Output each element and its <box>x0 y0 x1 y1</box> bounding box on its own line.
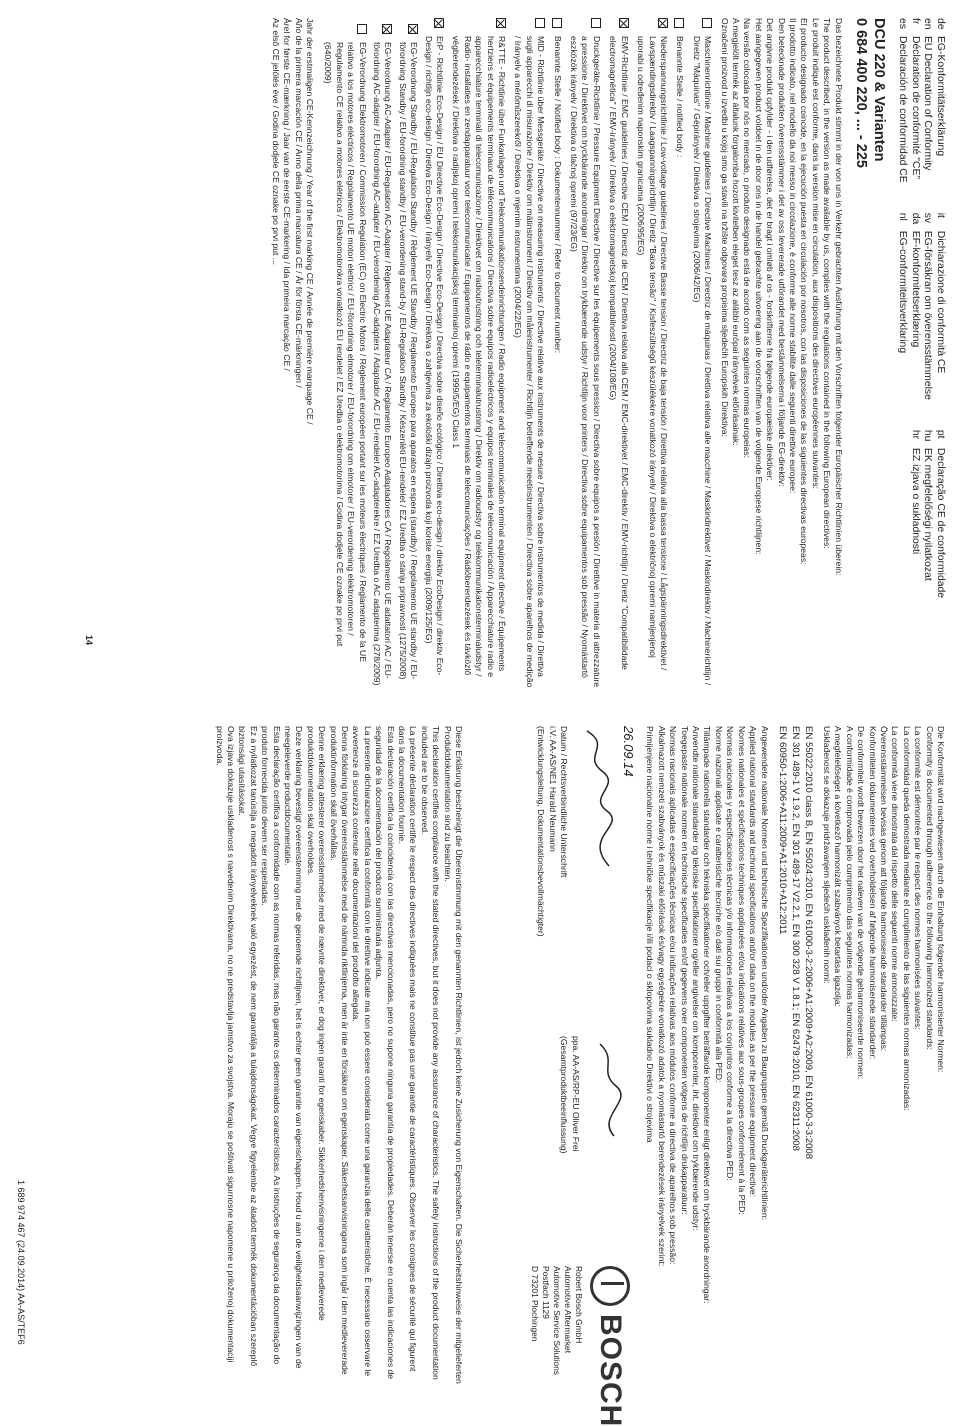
ce-year-line: Año de la primera marcación CE / Anno della prima marcatura CE / År för första CE-märkningen / <box>293 18 304 388</box>
directive-text: Druckgeräte-Richtlinie / Pressure Equipment Directive / Directive sur les équipements sous pression / Directiva sobre equipos a presión / Direttive in materia di attrezzature a pressione / Direktivet om tryckbärande anordningar / Direktiv om trykbærende udstyr / Richtlijn voor printers / Directiva sobre equipamentos sob pressão / Nyomástartó eszközök irányelv / Direktiva o tlačnoj opremi (97/23/EG) <box>569 36 602 688</box>
applied-paragraph: Normas nacionais aplicadas e especificações técnicas e/ou indicações relativas aos módulos conforme a directiva de aparelhos sob pressão: <box>668 726 679 1265</box>
handwritten-signature-2 <box>588 1036 628 1186</box>
applied-paragraph: Toegepaste nationale normen en technische specificaties en/of gegevens over componenten volgens de richtlijn drukapparatuur: <box>679 726 690 1215</box>
signer-right-role: (Gesamtproduktbeeinflussung) <box>559 1036 570 1154</box>
conformity-paragraph: De conformiteit wordt bewezen door het naleven van de volgende geharmoniseerde normen: <box>856 726 867 1080</box>
applied-paragraph: Alkalmazott nemzeti szabványok és műszaki előírások és/vagy egységekre vonatkozó adatok a nyomástartó berendezések irányelvek szerint: <box>656 726 667 1267</box>
conformity-paragraph: Överensstämmelsen bevisas genom att följande harmoniserade standarder tillämpas: <box>878 726 889 1052</box>
intro-paragraph: El producto designado coincide, en la ejecución puesta en circulación por nosotros, con las disposiciones de las siguientes directivas europeas: <box>799 18 810 565</box>
header-language-line: hrEZ izjava o sukladnosti <box>909 429 921 555</box>
directive-sub-item <box>371 24 394 688</box>
page-number: 14 <box>84 635 94 646</box>
standard-line: EN 60950-1:2006+A11:2009+A1:2010+A12:2011 <box>776 726 788 935</box>
closing-paragraph: Diese Erklärung bescheinigt die Übereinstimmung mit den genannten Richtlinien, ist jedoch keine Zusicherung von Eigenschaften. Die Sicherheitshinweise der mitgelieferten Produktdokumentation sind zu beachten. <box>442 726 465 1384</box>
directive-sub-item <box>322 24 368 688</box>
directive-item <box>607 18 630 688</box>
applied-paragraph: Applied national standards and technical specifications and/or data on the modules as per the pressure equipment directive: <box>748 726 759 1198</box>
sub-item-text: EG-Verordnung AC-Adapter / EU-Regulation AC-Adapter / Règlement UE Adaptateur CA / Reglamento Europeo Adaptadores CA / Regolamento UE adattatori AC / EU-förordning AC-adapter / EU-forordning AC-adapter / EU-verordening AC-adapters / Adaptador AC / EU-rendelet AC-adapterekre / EZ Uredba o AC adapterima (278/2009) <box>372 42 394 686</box>
checkbox-icon <box>408 24 418 34</box>
applied-paragraph: Tillämpade nationella standarder och tekniska specifikationer och/eller uppgifter beträffande komponenter enligt direktivet om tryckbärande anordningar: <box>702 726 713 1304</box>
directive-text: ErP - Richtlinie Eco-Design / EU Directive Eco-Design / Directive Eco-Design / Directiva sobre diseño ecológico / Direttiva eco-design / direktiv EcoDesign / direktiv Eco-Design / richtlijn eco-design / Diretiva Eco-Design / Irányelv Eco-Design / Direktiva o zahtjevima za ekološki dizajn proizvoda koji koriste energiju (2009/125/EG) <box>423 36 446 676</box>
header-language-line: huEK megfelelőségi nyilatkozat <box>922 429 934 581</box>
product-number: 0 684 400 220, ... - 225 <box>852 18 869 168</box>
directive-item <box>568 18 602 688</box>
applied-paragraph: Angewendete nationale Normen und technische Spezifikationen und/oder Angaben zu Baugruppen gemäß Druckgeräterichtlinien: <box>759 726 770 1220</box>
directive-text: Maschinenrichtlinie / Machine guidelines / Directive Machines / Directriz de máquinas / Direttiva relativa alle macchine / Maskindirektivet / Maskindirektiv / Machinerichtlijn / Diretiz "Máquinas" / Gépirányelv / Direktiva o strojevima (2006/42/EG) <box>691 36 714 686</box>
closing-paragraphs <box>213 726 464 1386</box>
header-language-line: ptDeclaração CE de conformidade <box>935 429 946 599</box>
brand-name: BOSCH <box>593 1314 627 1427</box>
address-line: Robert Bosch GmbH <box>574 1266 585 1344</box>
conformity-paragraphs <box>821 726 946 1386</box>
signature-left <box>535 726 637 976</box>
signature-date: 26.09.14 <box>621 726 637 777</box>
company-address <box>529 1266 584 1386</box>
address-line: Postfach 1129 <box>541 1266 552 1319</box>
header-language-line: esDeclaración de conformidad CE <box>897 18 909 183</box>
ce-year-line: Jahr der erstmaligen CE-Kennzeichnung / Year of the first marking CE / Année de première marquage CE / <box>304 18 315 425</box>
conformity-paragraph: Konformiteten dokumenteres ved overholdelsen af følgende harmoniserede standarder: <box>867 726 878 1060</box>
header-language-line: nlEG-conformiteitsverklaring <box>897 212 909 354</box>
header-language-line: daEF-konformitetserklæring <box>909 212 921 348</box>
checkbox-icon <box>674 18 684 28</box>
conformity-paragraph: A conformidade é comprovada pelo cumprimento das seguintes normas harmonizadas: <box>844 726 855 1059</box>
signer-right-name: ppa. AA-AS/RP-EU Oliver Frei <box>570 1036 581 1152</box>
standard-line: EN 301 489-1 V 1.9.2, EN 301 489-17 V2.2.1, EN 300 328 V 1.8.1; EN 62479:2010, EN 62311:2008 <box>789 726 801 1151</box>
signer-left-role: (Entwicklungsleitung, Dokumentationsbevollmächtigter) <box>536 726 547 937</box>
directive-text: EMV-Richtlinie / EMC guidelines / Directive CEM / Directiz de CEM / Direttiva relativa alla CEM / EMC-direktivet / EMC-direktiv / EMV-richtlijn / Diretiz "Compatibilidade electromagnética" / EMV-irányelv / Direktiva o elektromagnetskoj kompatibilnosti (2004/108/EG) <box>608 36 630 670</box>
date-label: Datum / Rechtsverbindliche Unterschrift <box>559 726 570 878</box>
conformity-paragraph: Usklađenost se dokazuje pridržavanjem sljedećih usklađenih normi: <box>821 726 832 984</box>
ce-year-line: Az első CE jelölés éve / Godina dodjele CE oznake po prvi put ... <box>270 18 281 265</box>
closing-paragraph: Denne erklæring attesterer overensstemmelse med de nævnte direktiver, er dog ingen garanti for egenskaber. Sikkerhedshenvisningerne i den medleverede produktdokumentation skal overholdes. <box>305 726 328 1321</box>
intro-paragraph: A megjelölt termék az általunk forgalomba hozott kivitelben eleget tesz az alábbi európai irányelvek előírásainak: <box>730 18 741 446</box>
checkbox-icon <box>382 24 392 34</box>
intro-paragraph: The product described, in the version as made available by us, complies with the regulations contained in the following European directives: <box>822 18 833 549</box>
applied-paragraph: Normas nacionales y especificaciones técnicas y/o informaciones relativas a los conjuntos conforme a la directiva PED: <box>725 726 736 1181</box>
sub-item-text: EG-Verordnung Standby / EU-Regulation Standby / Règlement UE Standby / Reglamento Europeo para aparatos en espera (standby) / Regolamento UE standby / EU-förordning Standby / EU-forordning standby / EU-verordening stand-by / EU-Regulation Standby / Készenléti EU-rendelet / EZ Uredba o stanju pripravnosti (1275/2008) <box>397 42 420 680</box>
header-language-line: svEG-försäkran om överensstämmelse <box>922 212 934 400</box>
intro-paragraph: Het aangegeven product voldoet in de door ons in de handel gebrachte uitvoering aan de voorschriften van de volgende Europese richtlijnen: <box>753 18 764 555</box>
intro-paragraphs <box>718 18 843 688</box>
ce-year-line: Årel for første CE-mærkning / Jaar van de eerste CE-markering / Ida primeira marcação CE / <box>282 18 293 371</box>
signer-left-name: i.V. AA-AS/NE1 Harald Neumann <box>547 726 558 852</box>
directive-text: MID - Richtlinie über Messgeräte / Directive on measuring instruments / Directive relative aux instruments de mesure / Directiva sobre instrumentos de medida / Direttiva sugli apparecchi di misurazione / Direktiv om mätinstrument / Direktiv om måleinstrumenter / Richtlijn betreffende meetinstrumenten / Directiva sobre aparelhos de medição / Irányelv a mérőműszerekről / Direktiva o mjernim instrumentima (2004/22/EG) <box>513 36 547 688</box>
bosch-armature-icon <box>590 1266 630 1306</box>
directive-sub-item <box>396 24 419 688</box>
intro-paragraph: Den betecknade produkten överensstämmer i det av oss levererade utförandet med bestämmelserna i följande EG-direktiv: <box>776 18 787 487</box>
intro-paragraph: Na versão colocada por nós no mercado, o produto designado está de acordo com as seguintes normas europeias: <box>742 18 753 458</box>
checkbox-icon <box>591 18 601 28</box>
standard-line: EN 55022:2010 class B, EN 55024:2010, EN 61000-3-2:2006+A1:2009+A2:2009, EN 61000-3-3:2008 <box>802 726 814 1160</box>
header-language-line: deEG-Konformitätserklärung <box>935 18 946 157</box>
closing-paragraph: Denna förklaring intygar överensstämmelse med de nämnda riktlinjerna, men är inte en försäkran om egenskaper. Säkerhetsanvisningarna som ingår i den medlevererade produktinformation skall överhållas. <box>328 726 350 1375</box>
header-language-line: enEU Declaration of Conformity <box>922 18 934 171</box>
directive-list <box>322 18 713 688</box>
intro-paragraph: Det angivne produkt opfylder - i den udførelse, det er bragt i omløb af os - forskrifterne fra følgende europæiske direktiver: <box>765 18 776 481</box>
header-language-line: frDéclaration de conformité "CE" <box>909 18 921 180</box>
header-right <box>896 430 946 598</box>
intro-paragraph: Označeni proizvod u izvedbi u kojoj smo ga stavili na tržište odgovara propisima sljedećih Europskih Direktiva: <box>719 18 730 437</box>
standards-list <box>776 726 815 1386</box>
directive-item <box>635 18 669 688</box>
closing-paragraph: Esta declaración certifica la coincidencia con las directivas mencionadas, pero no supone ninguna garantía de propiedades. Deberán tenerse en cuenta las indicaciones de seguridad de la documentación del producto suministrada adjunta. <box>374 726 396 1380</box>
header-mid <box>896 213 946 400</box>
product-title: DCU 220 & Varianten <box>870 18 887 162</box>
bosch-logo <box>590 1266 630 1427</box>
directive-text: Niederspannungsrichtlinie / Low-voltage guidelines / Directive Basse tension / Directriz de baja tensión / Direttiva relativa alla bassa tensione / Lågspänningsdirektivet / Lavspændingsdirektiv / Laagspanningsrichtlijn / Diretiz "Baixa tensão" / Kisfeszültségű készülékekre vonatkozó irányelv / Direktiva o električnoj opremi namijenjenoj uporabi u određenim naponskim granicama (2006/95/EG) <box>636 36 669 671</box>
directive-text: Benannte Stelle / notified body : <box>675 36 686 158</box>
checkbox-icon <box>552 18 562 28</box>
sub-item-text: EG-Verordnung Elektromotoren / Commission Regulation (EC) on Electric Motors / Règlement européen portant sur les moteurs électriques / Reglamento de la UE relativo a los motores eléctricos / Regolamento UE motori elettrici / EU-förordning elmotorer / EU-forordning om elmotorer / EU-verordening elektromotoren / Regulamento CE relativo a motores elétricos / Elektromotorokra vonatkozó EU rendelet / EZ Uredba o elektromotorima / Godina dodjele CE oznake po prvi put (640/2009) <box>323 42 368 662</box>
checkbox-icon <box>496 18 506 28</box>
directive-text: R&TTE - Richtlinie über Funkanlagen und Telekommunikationsendeinrichtungen / Radio equipment and telecommunication terminal equipment directive / Équipements hertziens et équipements terminaux de télécommunications / Directiva sobre equipos radioeléctricos y equipos terminales de telecomunicación / Apparecchiature radio e apparecchiature terminali di telecomunicazione / Direktivet om radioutrustning och teleterminalutrustning / Direktiv om radioudstyr og telekommunikationsterminaludstyr / Radio- installaties en zendapparatuur voor telecommunicatie / Equipamentos de rádio e equipamentos terminais de telecomunicações / Rádióberendezések és távközlő végberendezések / Direktiva o radijskoj opremi i telekomunikacijskoj terminalnoj opremi (1999/5/EG) Class 1 <box>451 36 508 678</box>
checkbox-icon <box>658 18 668 28</box>
header-language-line: itDichiarazione di conformità CE <box>935 212 946 374</box>
closing-paragraph: Esta declaração certifica a conformidade com as normas referidas, mas não garante os determinados características. As instruções de segurança da documentação do produto fornecida junto devem ser respeitadas. <box>260 726 282 1365</box>
signature-block <box>464 726 637 1427</box>
applied-paragraph: Normes nationales et spécifications techniques appliquées et/ou indications relatives aux sous-groupes conformément à la PED: <box>736 726 747 1215</box>
intro-paragraph: Das bezeichnete Produkt stimmt in der von uns in Verkehr gebrachten Ausführung mit den Vorschriften folgender Europäischer Richtlinien überein: <box>833 18 844 576</box>
conformity-paragraph: A megfelelőséget a következő harmonizált szabványok betartása igazolja: <box>833 726 844 1007</box>
checkbox-icon <box>357 24 367 34</box>
directive-item <box>690 18 713 688</box>
closing-paragraph: La presente dichiarazione certifica la conformità con le direttive indicate ma non può essere considerata come una garanzia delle caratteristiche. È necessario osservare le avvertenze di sicurezza contenute nelle documentazioni del prodotto allegata. <box>351 726 373 1377</box>
directive-item <box>551 18 562 688</box>
intro-paragraph: Il prodotto indicato, nel modello da noi messo in circolazione, è conforme alle norme stabilite dalle seguenti direttive europee: <box>788 18 798 494</box>
conformity-paragraph: La conformité est démontrée par le respect des normes harmonisées suivantes: <box>913 726 924 1030</box>
address-line: Automotive Aftermarket <box>563 1266 574 1354</box>
applied-paragraph: Anvendte nationale standarder og tekniske specifikationer og/eller angivelser om komponenter, iht. direktivet om trykbærende udstyr: <box>691 726 702 1231</box>
checkbox-icon <box>702 18 712 28</box>
directive-item <box>422 18 445 688</box>
conformity-paragraph: La conformità viene dimostrata dal rispetto delle seguenti norme armonizzate: <box>890 726 901 1022</box>
closing-paragraph: Ez a nyilatkozat tanúsítja a megadott irányelveknek való egyezést, de nem garantálja a tulajdonságokat. Vegye figyelembe az átadott termék dokumentációban szereplő biztonsági utasításokat. <box>237 726 259 1367</box>
checkbox-icon <box>535 18 545 28</box>
applied-paragraph: Norme nazionali applicate e caratteristiche tecniche e/o dati sui gruppi in conformità alla PED: <box>713 726 724 1083</box>
document-reference: 1 689 974 467 (24.09.2014) AA-AS/TEF6 <box>16 1180 26 1345</box>
left-column <box>269 18 946 688</box>
ce-year-block <box>269 18 315 688</box>
checkbox-icon <box>434 18 444 28</box>
applied-paragraphs <box>644 726 769 1386</box>
applied-paragraph: Primijenjene nacionalne norme i tehničke specifikacije i/ili podaci o sklopovima sukladno Direktivi o strojevima <box>645 726 656 1143</box>
address-line: Automotive Service Solutions <box>552 1266 563 1375</box>
closing-paragraph: This declaration certifies compliance with the stated directives, but it does not provide any assurance of characteristics. The safety instructions of the product documentation included are to be observed. <box>419 726 442 1380</box>
address-line: D 73201 Plochingen <box>530 1266 541 1342</box>
directive-item <box>450 18 507 688</box>
directive-text: Benannte Stelle / Notified body : Dokumentennummer / Refer to document number: <box>552 36 563 354</box>
conformity-paragraph: Die Konformität wird nachgewiesen durch die Einhaltung folgender harmonisierter Normen: <box>936 726 946 1073</box>
closing-paragraph: Deze verklaring bevestigt overeenstemming met de genoemde richtlijnen, het is echter geen garantie van eigenschappen. Houd u aan de veiligheidsaanwijzingen van de meegeleverde productdocumentatie. <box>282 726 305 1369</box>
intro-paragraph: Le produit indiqué est conforme, dans la version mise en circulation, aux dispositions des directives européennes suivantes: <box>810 18 821 490</box>
closing-paragraph: La présente déclaration certifie le respect des directives indiquées mais ne constitue pas une garantie de caractéristiques. Observer les consignes de sécurité qui figurent dans la documentation fournie. <box>397 726 419 1372</box>
conformity-paragraph: La conformidad queda demostrada mediante el cumplimiento de las siguientes normas armonizadas: <box>901 726 912 1111</box>
header-left <box>896 18 946 183</box>
handwritten-signature <box>577 726 617 876</box>
right-column <box>213 726 946 1427</box>
closing-paragraph: Ova izjava dokazuje usklađenost s navedenim Direktivama, no ne predstavlja jamstvo za svojstva. Moraju se poštivati sigurnosne napomene u priloženoj dokumentaciji proizvoda. <box>214 726 236 1363</box>
language-header <box>896 18 946 688</box>
conformity-paragraph: Conformity is documented through adherence to the following harmonized standards: <box>924 726 935 1050</box>
signature-right <box>558 1036 634 1236</box>
directive-item <box>674 18 685 688</box>
checkbox-icon <box>619 18 629 28</box>
directive-item <box>512 18 546 688</box>
